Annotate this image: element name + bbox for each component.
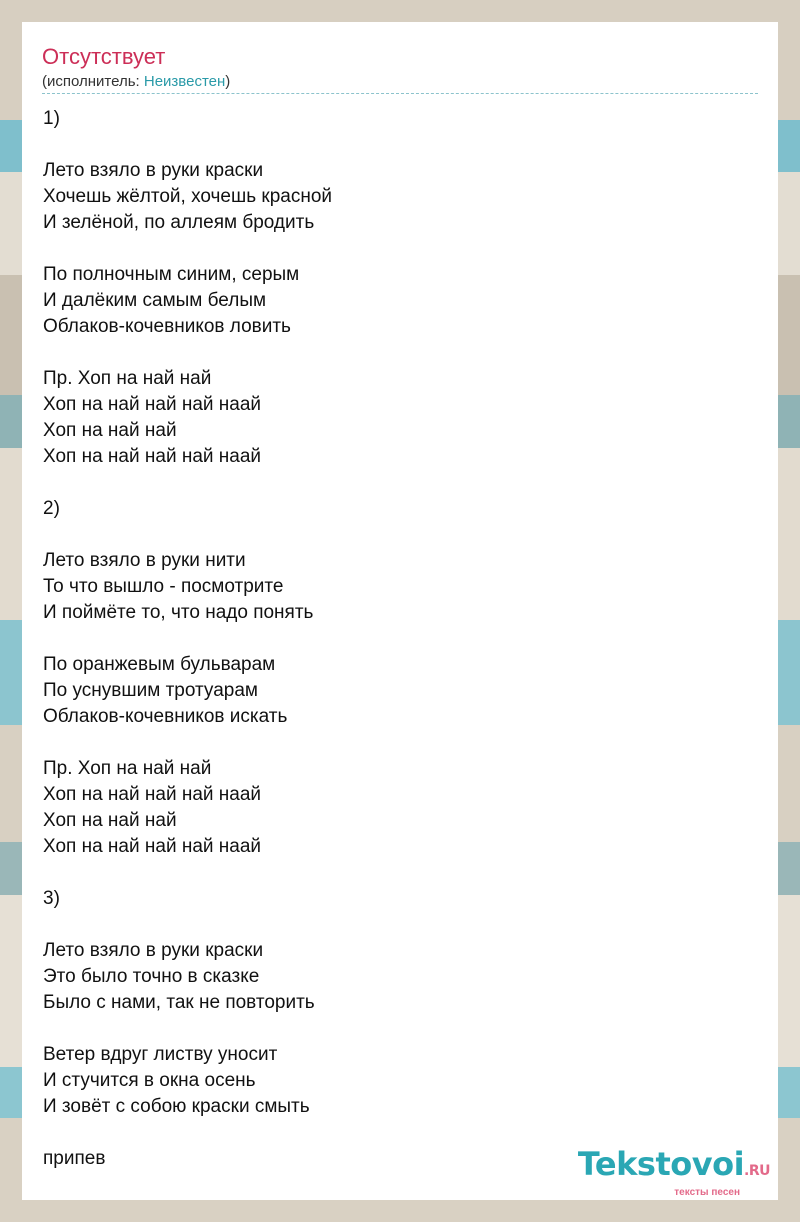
lyric-line: 2) bbox=[43, 498, 60, 519]
lyric-line: Хоп на най най най наай bbox=[43, 836, 262, 857]
logo-tagline: тексты песен bbox=[674, 1187, 740, 1198]
lyric-line: По полночным синим, серым bbox=[43, 264, 300, 285]
logo-wordmark bbox=[578, 1147, 770, 1188]
lyric-line: Это было точно в сказке bbox=[43, 966, 260, 987]
lyric-line bbox=[43, 1120, 759, 1146]
lyric-line: Пр. Хоп на най най bbox=[43, 758, 212, 779]
lyric-line: Лето взяло в руки краски bbox=[43, 940, 264, 961]
artist-prefix: (исполнитель: bbox=[42, 73, 144, 90]
logo-main-text: Tekstovoi bbox=[577, 1145, 745, 1183]
lyric-line: И зелёной, по аллеям бродить bbox=[43, 212, 315, 233]
lyric-line bbox=[43, 860, 759, 886]
lyric-line: Было с нами, так не повторить bbox=[43, 992, 315, 1013]
lyric-line: Ветер вдруг листву уносит bbox=[43, 1044, 278, 1065]
lyric-line bbox=[43, 236, 759, 262]
lyric-line: То что вышло - посмотрите bbox=[43, 576, 284, 597]
lyric-line: 3) bbox=[43, 888, 60, 909]
lyric-line: Хоп на най най най наай bbox=[43, 394, 262, 415]
lyric-line: Хоп на най най най наай bbox=[43, 446, 262, 467]
lyric-line: И далёким самым белым bbox=[43, 290, 267, 311]
lyric-line: И поймёте то, что надо понять bbox=[43, 602, 314, 623]
logo-domain: .RU bbox=[744, 1163, 770, 1179]
lyric-line bbox=[43, 626, 759, 652]
lyric-line: Облаков-кочевников ловить bbox=[43, 316, 291, 337]
lyric-line: Хоп на най най най наай bbox=[43, 784, 262, 805]
lyric-line: Хоп на най най bbox=[43, 810, 177, 831]
lyric-line: припев bbox=[43, 1148, 106, 1169]
lyric-line: И стучится в окна осень bbox=[43, 1070, 256, 1091]
song-header bbox=[42, 42, 758, 92]
lyric-line: 1) bbox=[43, 108, 60, 129]
lyric-line: По уснувшим тротуарам bbox=[43, 680, 258, 701]
lyric-line bbox=[43, 730, 759, 756]
lyric-line: Пр. Хоп на най най bbox=[43, 368, 212, 389]
lyric-line bbox=[43, 470, 759, 496]
artist-link[interactable]: Неизвестен bbox=[143, 73, 226, 90]
lyric-line bbox=[43, 340, 759, 366]
artist-line bbox=[42, 72, 758, 92]
lyric-line: Хочешь жёлтой, хочешь красной bbox=[43, 186, 333, 207]
lyric-line: Облаков-кочевников искать bbox=[43, 706, 288, 727]
lyric-line bbox=[43, 132, 759, 158]
song-title: Отсутствует bbox=[42, 44, 166, 69]
lyric-line: И зовёт с собою краски смыть bbox=[43, 1096, 310, 1117]
lyric-line: Лето взяло в руки краски bbox=[43, 160, 264, 181]
artist-suffix: ) bbox=[225, 73, 231, 90]
lyric-line bbox=[43, 912, 759, 938]
lyric-line: Хоп на най най bbox=[43, 420, 177, 441]
lyric-line: По оранжевым бульварам bbox=[43, 654, 276, 675]
lyrics-card bbox=[22, 22, 778, 1200]
header-divider bbox=[42, 93, 758, 94]
site-logo[interactable] bbox=[578, 1147, 770, 1198]
lyric-line bbox=[43, 1016, 759, 1042]
lyric-line bbox=[43, 522, 759, 548]
lyrics-body bbox=[43, 106, 759, 1172]
lyric-line: Лето взяло в руки нити bbox=[43, 550, 246, 571]
